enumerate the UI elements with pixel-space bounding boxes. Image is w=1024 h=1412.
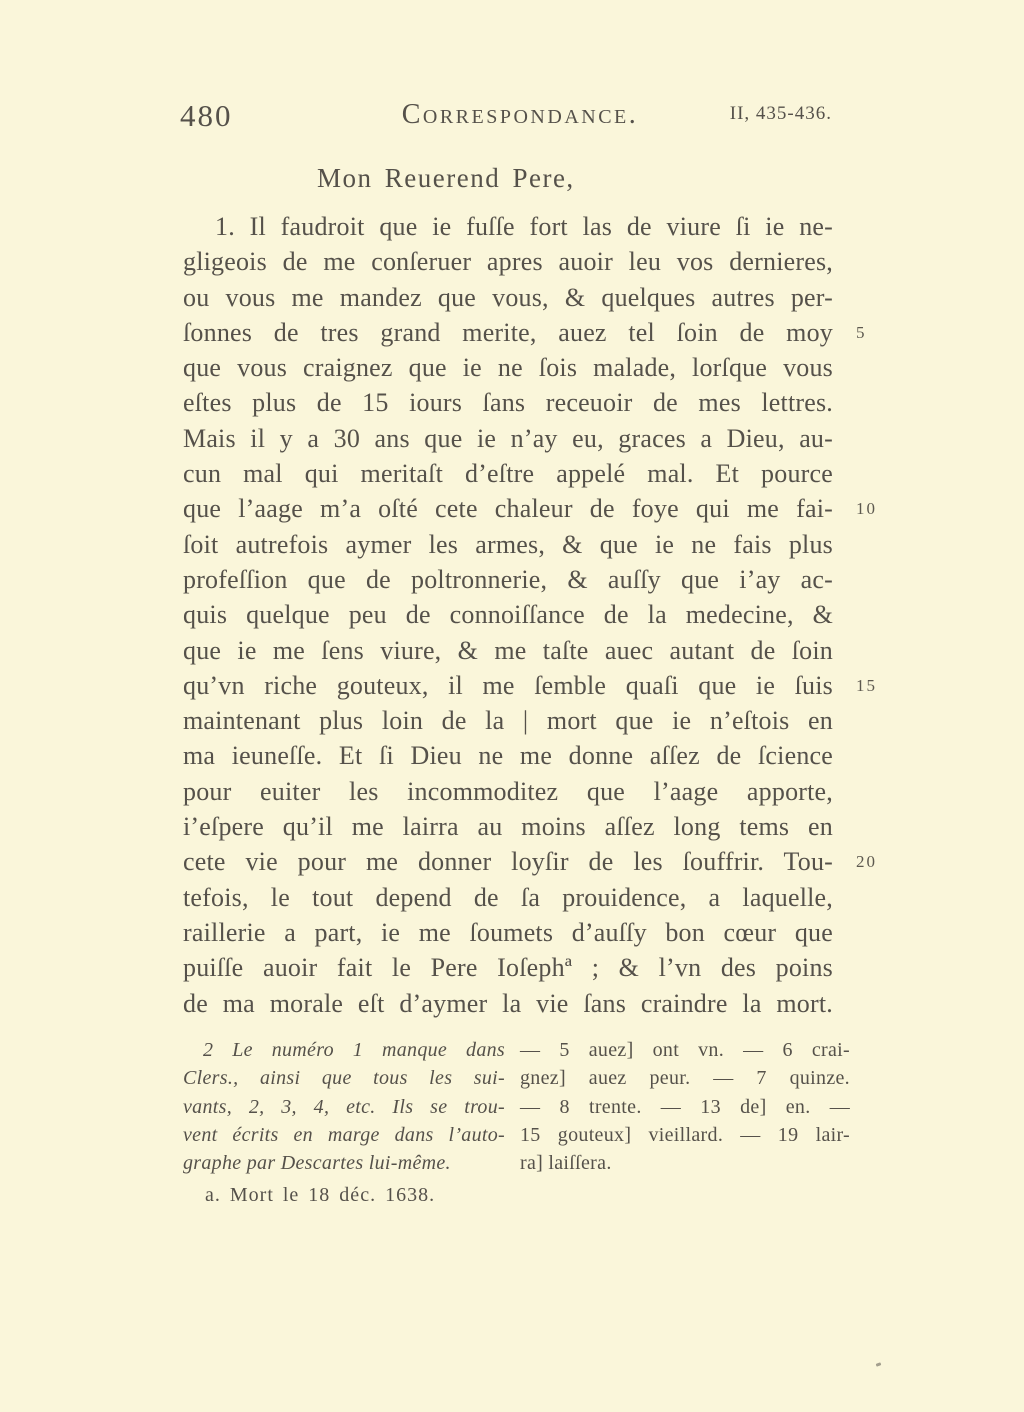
apparatus-line: graphe par Descartes lui-même. bbox=[183, 1152, 451, 1175]
letter-line-text: ſonnes de tres grand merite, auez tel ſoin de moy bbox=[183, 317, 833, 347]
apparatus-line: ra] laiſſera. bbox=[520, 1152, 612, 1175]
letter-line bbox=[183, 880, 833, 915]
letter-line-text: gligeois de me conſeruer apres auoir leu vos dernieres, bbox=[183, 247, 833, 277]
letter-line-text: ſoit autrefois aymer les armes, & que ie ne fais plus bbox=[183, 529, 833, 559]
page-number: 480 bbox=[180, 98, 233, 133]
letter-line-text: quis quelque peu de connoiſſance de la medecine, & bbox=[183, 600, 833, 630]
running-head bbox=[0, 0, 1024, 140]
margin-line-number: 15 bbox=[856, 675, 877, 695]
letter-line bbox=[183, 350, 833, 385]
letter-line bbox=[183, 527, 833, 562]
letter-line-text: profeſſion que de poltronnerie, & auſſy que i’ay ac- bbox=[183, 564, 833, 594]
letter-line-text: tefois, le tout depend de ſa prouidence, a laquelle, bbox=[183, 882, 833, 912]
letter-line-text: ou vous me mandez que vous, & quelques autres per- bbox=[183, 282, 833, 312]
volume-page-reference: II, 435-436. bbox=[729, 103, 832, 124]
letter-line bbox=[183, 597, 833, 632]
letter-line-text: pour euiter les incommoditez que l’aage apporte, bbox=[183, 776, 833, 806]
letter-line bbox=[183, 562, 833, 597]
letter-line bbox=[183, 844, 877, 879]
salutation: Mon Reuerend Pere, bbox=[317, 163, 575, 193]
letter-line bbox=[183, 315, 867, 350]
letter-line bbox=[183, 280, 833, 315]
letter-line bbox=[183, 915, 833, 950]
running-title: Correspondance. bbox=[401, 99, 639, 130]
apparatus-right-column bbox=[520, 1036, 850, 1177]
margin-line-number: 10 bbox=[856, 499, 877, 519]
apparatus-line: — 5 auez] ont vn. — 6 crai- bbox=[520, 1039, 850, 1061]
apparatus-line: 2 Le numéro 1 manque dans bbox=[203, 1039, 505, 1061]
apparatus-line: — 8 trente. — 13 de] en. — bbox=[520, 1095, 850, 1118]
letter-line bbox=[183, 456, 833, 491]
letter-line-text: ma ieuneſſe. Et ſi Dieu ne me donne aſſez de ſcience bbox=[183, 741, 833, 771]
letter-line bbox=[183, 950, 833, 985]
letter-line-text: cun mal qui meritaſt d’eſtre appelé mal. Et pource bbox=[183, 459, 833, 489]
letter-line-text: que l’aage m’a oſté cete chaleur de foye qui me fai- bbox=[183, 494, 833, 524]
letter-line-text: cete vie pour me donner loyſir de les ſouffrir. Tou- bbox=[183, 847, 833, 877]
editor-footnote: a. Mort le 18 déc. 1638. bbox=[205, 1184, 436, 1206]
letter-line-text: raillerie a part, ie me ſoumets d’auſſy bon cœur que bbox=[183, 917, 833, 947]
apparatus-line: vants, 2, 3, 4, etc. Ils se trou- bbox=[183, 1095, 505, 1118]
letter-line-text: puiſſe auoir fait le Pere Ioſephª ; & l’vn des poins bbox=[183, 953, 833, 983]
letter-line bbox=[183, 703, 833, 738]
margin-line-number: 20 bbox=[856, 852, 877, 872]
apparatus-line: Clers., ainsi que tous les sui- bbox=[183, 1067, 505, 1090]
margin-line-number: 5 bbox=[856, 322, 867, 342]
letter-line bbox=[183, 244, 833, 279]
letter-line bbox=[183, 774, 833, 809]
letter-line bbox=[183, 668, 877, 703]
letter-line bbox=[183, 385, 833, 420]
letter-body bbox=[183, 209, 877, 1021]
letter-line-text: que vous craignez que ie ne ſois malade, lorſque vous bbox=[183, 353, 833, 383]
letter-line-text: 1. Il faudroit que ie fuſſe fort las de viure ſi ie ne- bbox=[215, 212, 833, 241]
apparatus-line: vent écrits en marge dans l’auto- bbox=[183, 1123, 505, 1146]
letter-line bbox=[183, 633, 833, 668]
letter-line bbox=[183, 491, 877, 526]
letter-line bbox=[183, 986, 833, 1021]
letter-line bbox=[183, 209, 833, 244]
letter-line-text: eſtes plus de 15 iours ſans receuoir de mes lettres. bbox=[183, 388, 833, 418]
ink-speck bbox=[876, 1362, 882, 1367]
apparatus-left-column bbox=[183, 1036, 505, 1177]
letter-line bbox=[183, 809, 833, 844]
letter-line bbox=[183, 421, 833, 456]
letter-line-text: qu’vn riche gouteux, il me ſemble quaſi que ie ſuis bbox=[183, 670, 833, 700]
apparatus-line: 15 gouteux] vieillard. — 19 lair- bbox=[520, 1123, 850, 1146]
letter-line-text: de ma morale eſt d’aymer la vie ſans craindre la mort. bbox=[183, 988, 833, 1018]
apparatus-line: gnez] auez peur. — 7 quinze. bbox=[520, 1067, 850, 1090]
letter-line-text: que ie me ſens viure, & me taſte auec autant de ſoin bbox=[183, 635, 833, 665]
letter-line-text: i’eſpere qu’il me lairra au moins aſſez long tems en bbox=[183, 812, 833, 842]
letter-line-text: Mais il y a 30 ans que ie n’ay eu, graces a Dieu, au- bbox=[183, 423, 833, 453]
letter-line-text: maintenant plus loin de la | mort que ie n’eſtois en bbox=[183, 706, 833, 736]
letter-line bbox=[183, 738, 833, 773]
